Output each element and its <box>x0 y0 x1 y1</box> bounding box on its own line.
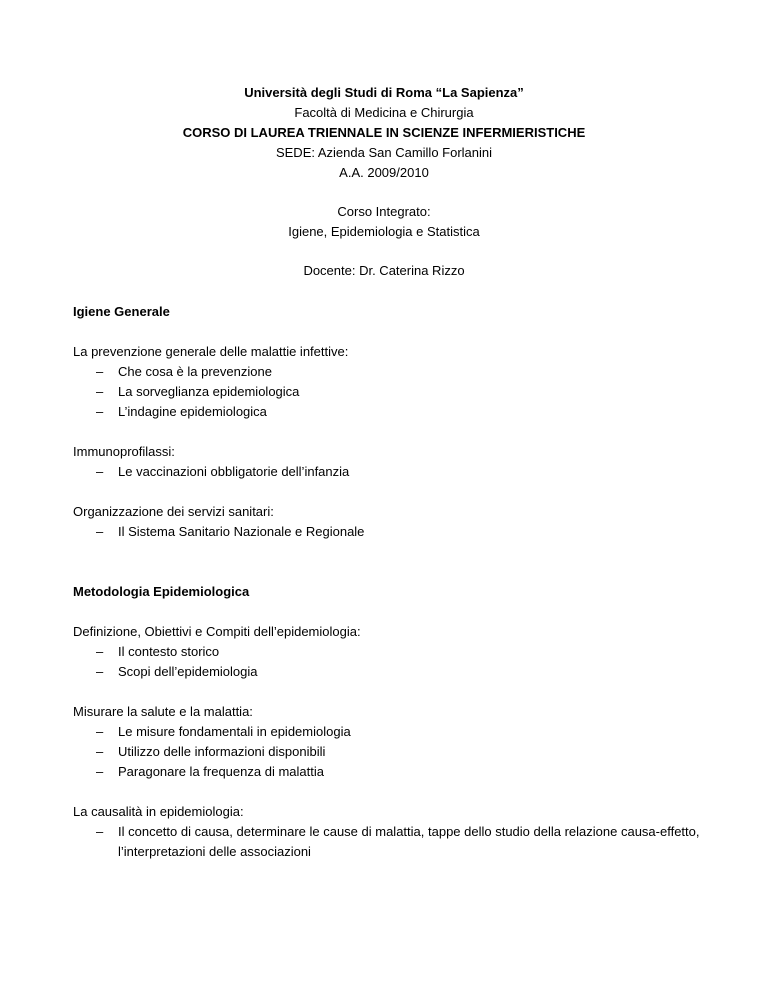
topic-list <box>73 362 713 422</box>
block-title: La causalità in epidemiologia: <box>73 804 244 819</box>
list-item-text: Utilizzo delle informazioni disponibili <box>118 744 326 759</box>
university-name: Università degli Studi di Roma “La Sapienza” <box>244 85 524 100</box>
block-title: Misurare la salute e la malattia: <box>73 704 253 719</box>
dash-icon: – <box>96 364 104 379</box>
dash-icon: – <box>96 724 104 739</box>
integrated-course-name: Igiene, Epidemiologia e Statistica <box>288 224 480 239</box>
dash-icon: – <box>96 384 104 399</box>
syllabus-content <box>73 302 713 862</box>
list-item-text: Scopi dell’epidemiologia <box>118 664 258 679</box>
list-item <box>73 642 713 662</box>
dash-icon: – <box>96 464 104 479</box>
dash-icon: – <box>96 744 104 759</box>
integrated-course-label: Corso Integrato: <box>337 204 431 219</box>
block-title: Organizzazione dei servizi sanitari: <box>73 504 274 519</box>
list-item <box>73 662 713 682</box>
list-item <box>73 742 713 762</box>
dash-icon: – <box>96 664 104 679</box>
topic-list <box>73 722 713 782</box>
list-item-text: Il concetto di causa, determinare le cause di malattia, tappe dello studio della relazione causa-effetto, l’interpretazioni delle associazioni <box>118 824 700 859</box>
block-title: La prevenzione generale delle malattie infettive: <box>73 344 349 359</box>
document-header <box>0 83 768 281</box>
academic-year: A.A. 2009/2010 <box>339 165 429 180</box>
topic-list <box>73 822 713 862</box>
list-item-text: Il Sistema Sanitario Nazionale e Regionale <box>118 524 365 539</box>
list-item <box>73 722 713 742</box>
list-item-text: Le vaccinazioni obbligatorie dell’infanzia <box>118 464 350 479</box>
topic-list <box>73 522 713 542</box>
dash-icon: – <box>96 404 104 419</box>
list-item <box>73 362 713 382</box>
topic-list <box>73 462 713 482</box>
faculty-name: Facoltà di Medicina e Chirurgia <box>294 105 474 120</box>
header-spacer <box>0 183 768 202</box>
list-item <box>73 462 713 482</box>
dash-icon: – <box>96 644 104 659</box>
dash-icon: – <box>96 824 104 839</box>
list-item <box>73 762 713 782</box>
list-item-text: Le misure fondamentali in epidemiologia <box>118 724 351 739</box>
section-title-metodologia-epidemiologica: Metodologia Epidemiologica <box>73 584 250 599</box>
list-item <box>73 402 713 422</box>
block-title: Immunoprofilassi: <box>73 444 175 459</box>
list-item-text: L’indagine epidemiologica <box>118 404 267 419</box>
dash-icon: – <box>96 524 104 539</box>
list-item-text: Il contesto storico <box>118 644 220 659</box>
course-name: CORSO DI LAUREA TRIENNALE IN SCIENZE INFERMIERISTICHE <box>182 125 586 140</box>
list-item-text: Che cosa è la prevenzione <box>118 364 272 379</box>
teacher-line: Docente: Dr. Caterina Rizzo <box>303 263 465 278</box>
list-item <box>73 382 713 402</box>
block-title: Definizione, Obiettivi e Compiti dell’epidemiologia: <box>73 624 361 639</box>
list-item-text: La sorveglianza epidemiologica <box>118 384 300 399</box>
section-title-igiene-generale: Igiene Generale <box>73 304 170 319</box>
header-spacer <box>0 242 768 261</box>
list-item-text: Paragonare la frequenza di malattia <box>118 764 324 779</box>
seat-line: SEDE: Azienda San Camillo Forlanini <box>275 145 493 160</box>
list-item <box>73 822 713 862</box>
list-item <box>73 522 713 542</box>
dash-icon: – <box>96 764 104 779</box>
topic-list <box>73 642 713 682</box>
